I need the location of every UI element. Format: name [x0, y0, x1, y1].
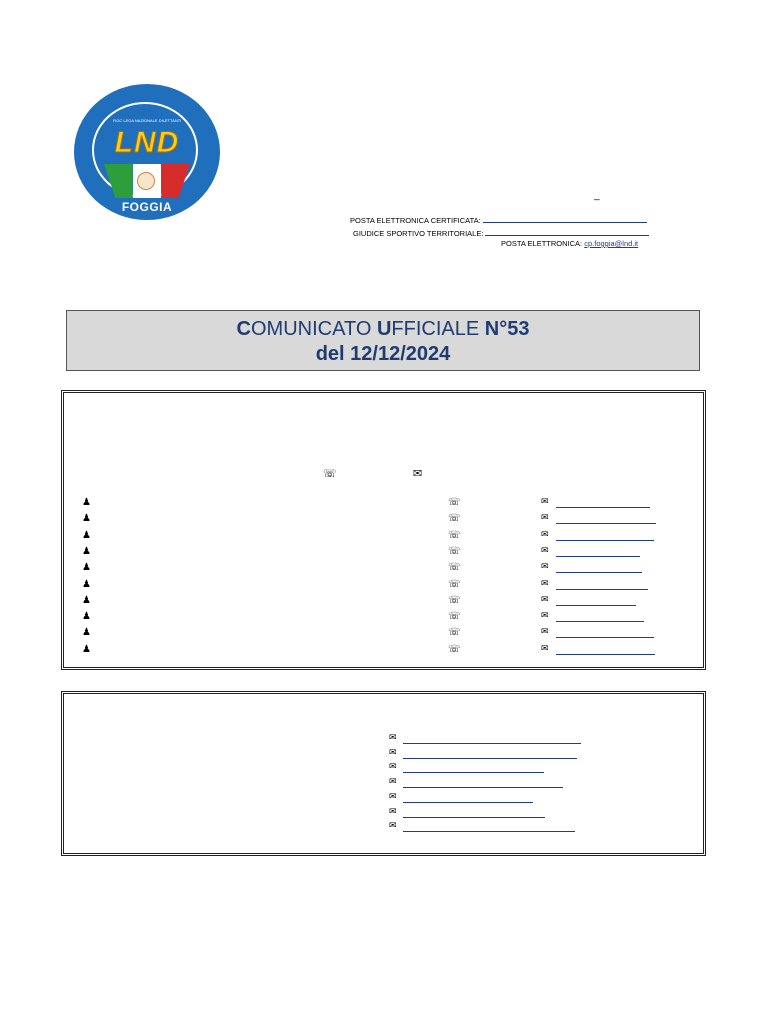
contact-row — [0, 627, 768, 642]
phone-icon: ☏ — [448, 594, 461, 606]
bulletin-date: del 12/12/2024 — [315, 343, 451, 365]
phone-icon: ☏ — [448, 513, 461, 525]
logo-brand: LND — [114, 126, 180, 159]
logo-arc-text: FIGC LEGA NAZIONALE DILETTANTI — [112, 118, 182, 123]
mail-icon: ✉ — [541, 578, 549, 589]
person-icon: ♟ — [82, 627, 91, 639]
mail-header-icon: ✉ — [413, 467, 423, 480]
email-link[interactable] — [403, 831, 575, 832]
email-link[interactable] — [403, 817, 545, 818]
contact-row — [0, 579, 768, 594]
email-link[interactable] — [556, 556, 640, 557]
phone-icon: ☏ — [448, 611, 461, 623]
contact-row — [0, 497, 768, 512]
mail-icon: ✉ — [541, 545, 549, 556]
email-row — [0, 807, 768, 821]
email-line — [501, 239, 638, 248]
email-label: POSTA ELETTRONICA: — [501, 239, 583, 248]
email-row — [0, 733, 768, 747]
mail-icon: ✉ — [541, 594, 549, 605]
mail-icon: ✉ — [389, 777, 397, 788]
mail-icon: ✉ — [389, 747, 397, 758]
pec-value-link[interactable] — [483, 214, 647, 223]
mail-icon: ✉ — [389, 733, 397, 743]
phone-icon: ☏ — [448, 643, 461, 655]
email-row — [0, 777, 768, 791]
phone-icon: ☏ — [448, 578, 461, 590]
phone-header-icon: ☏ — [323, 467, 337, 480]
mail-icon: ✉ — [541, 529, 549, 540]
email-link[interactable] — [403, 758, 577, 759]
person-icon: ♟ — [82, 594, 91, 606]
person-icon: ♟ — [82, 513, 91, 525]
phone-icon: ☏ — [448, 562, 461, 574]
email-link[interactable] — [556, 507, 650, 508]
phone-icon: ☏ — [448, 545, 461, 557]
header-dash: _ — [594, 190, 600, 201]
contact-row — [0, 595, 768, 610]
pec-line — [350, 214, 647, 225]
email-row — [0, 748, 768, 762]
mail-icon: ✉ — [541, 513, 549, 524]
mail-icon: ✉ — [389, 806, 397, 817]
phone-icon: ☏ — [448, 627, 461, 639]
email-link[interactable] — [403, 772, 544, 773]
mail-icon: ✉ — [389, 821, 397, 832]
email-row — [0, 762, 768, 776]
judge-line — [353, 227, 649, 238]
person-icon: ♟ — [82, 611, 91, 623]
email-link[interactable] — [556, 540, 654, 541]
email-link[interactable] — [556, 621, 644, 622]
email-link[interactable] — [556, 654, 655, 655]
email-row — [0, 792, 768, 806]
contact-row — [0, 611, 768, 626]
mail-icon: ✉ — [389, 762, 397, 773]
person-icon: ♟ — [82, 529, 91, 541]
mail-icon: ✉ — [541, 497, 549, 507]
mail-icon: ✉ — [541, 611, 549, 622]
contact-row — [0, 546, 768, 561]
logo-ball-icon — [137, 172, 155, 190]
email-row — [0, 821, 768, 835]
email-link[interactable] — [556, 637, 654, 638]
email-link[interactable] — [403, 787, 563, 788]
pec-label: POSTA ELETTRONICA CERTIFICATA: — [350, 216, 481, 225]
lnd-foggia-logo — [74, 84, 220, 220]
contact-row — [0, 530, 768, 545]
mail-icon: ✉ — [541, 627, 549, 638]
email-link[interactable] — [403, 802, 533, 803]
person-icon: ♟ — [82, 497, 91, 508]
logo-city: FOGGIA — [121, 200, 173, 214]
mail-icon: ✉ — [541, 562, 549, 573]
judge-label: GIUDICE SPORTIVO TERRITORIALE: — [353, 229, 484, 238]
contact-row — [0, 562, 768, 577]
email-link[interactable] — [556, 589, 648, 590]
bulletin-title: COMUNICATO UFFICIALE N°53 — [236, 318, 530, 340]
contact-row — [0, 513, 768, 528]
email-link[interactable] — [556, 572, 642, 573]
judge-value-link[interactable] — [485, 227, 649, 236]
email-link[interactable] — [556, 523, 656, 524]
contact-row — [0, 644, 768, 659]
person-icon: ♟ — [82, 545, 91, 557]
person-icon: ♟ — [82, 578, 91, 590]
person-icon: ♟ — [82, 643, 91, 655]
person-icon: ♟ — [82, 562, 91, 574]
phone-icon: ☏ — [448, 529, 461, 541]
email-link[interactable] — [403, 743, 581, 744]
email-link[interactable] — [556, 605, 636, 606]
mail-icon: ✉ — [389, 791, 397, 802]
phone-icon: ☏ — [448, 497, 461, 508]
mail-icon: ✉ — [541, 643, 549, 654]
email-link[interactable]: cp.foggia@lnd.it — [584, 239, 639, 248]
bulletin-title-box — [66, 310, 700, 371]
